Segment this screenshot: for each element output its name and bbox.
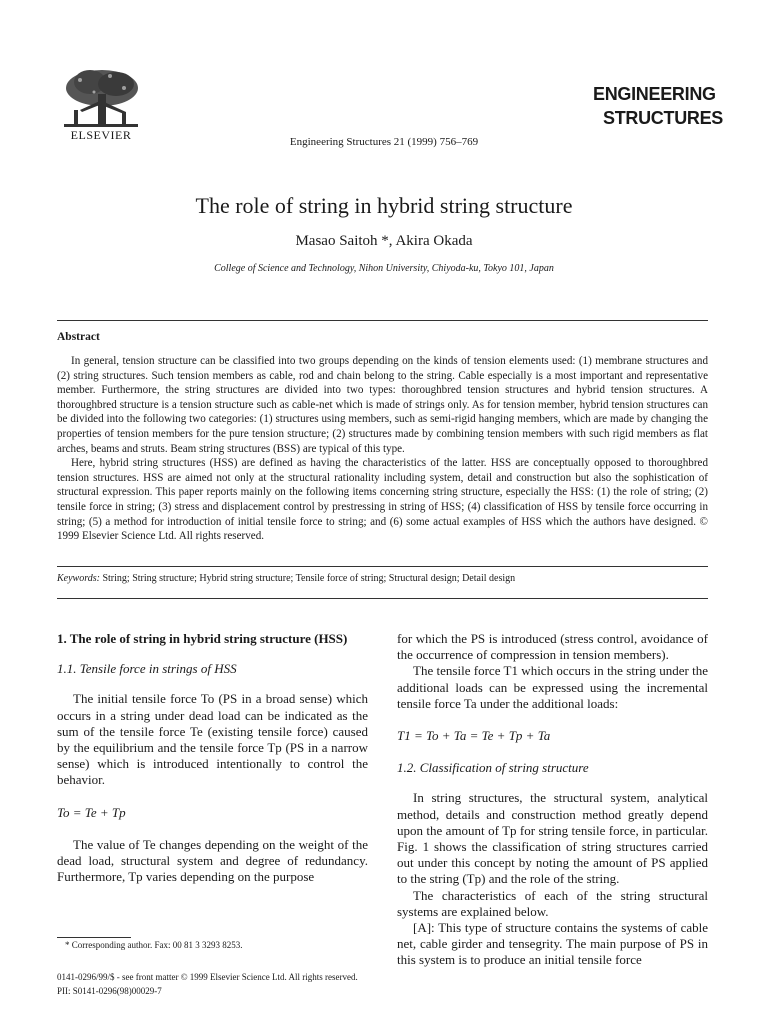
corresponding-author-footnote: * Corresponding author. Fax: 00 81 3 3293 8253. <box>65 940 243 950</box>
right-paragraph-3: In string structures, the structural system, analytical method, details and construction method greatly depend upon the amount of Tp for string tensile force, in particular. Fig. 1 shows the classification of string structures carried out under this concept by noting the amount of PS applied to the string (Tp) and the role of the string. <box>397 790 708 887</box>
author-affiliation: College of Science and Technology, Nihon University, Chiyoda-ku, Tokyo 101, Japan <box>214 263 554 274</box>
section-1-2-heading: 1.2. Classification of string structure <box>397 760 589 776</box>
keywords-label: Keywords: <box>57 573 100 584</box>
article-authors: Masao Saitoh *, Akira Okada <box>295 233 473 249</box>
abstract-body <box>57 354 708 544</box>
publisher-logo <box>56 66 146 143</box>
keywords-list: String; String structure; Hybrid string structure; Tensile force of string; Structural design; Detail design <box>102 573 516 584</box>
keywords-bottom-rule <box>57 598 708 599</box>
right-paragraph-5: [A]: This type of structure contains the systems of cable net, cable girder and tensegrity. The main purpose of PS in this system is to produce an initial tensile force <box>397 920 708 968</box>
right-paragraph-2: The tensile force T1 which occurs in the string under the additional loads can be expressed using the incremental tensile force Ta under the additional loads: <box>397 663 708 711</box>
keywords <box>57 573 708 584</box>
article-title: The role of string in hybrid string structure <box>195 193 573 218</box>
publisher-name: ELSEVIER <box>70 128 132 142</box>
right-paragraph-1: for which the PS is introduced (stress control, avoidance of the occurrence of compression in tension members). <box>397 631 708 663</box>
issn-line: 0141-0296/99/$ - see front matter © 1999 Elsevier Science Ltd. All rights reserved. <box>57 972 358 982</box>
abstract-paragraph-2: Here, hybrid string structures (HSS) are defined as having the characteristics of the latter. HSS are conceptually opposed to thoroughbred tension structures. HSS are aimed not only at the structural rationality including system, detail and construction but also the sophistication of structural expression. This paper reports mainly on the following items concerning string structure, especially the HSS: (1) the role of string; (2) tensile force in string; (3) stress and displacement control by prestressing in string of HSS; (4) classification of HSS by tensile force occurring in string; (5) a method for introduction of initial tensile force to string; and (6) some actual examples of HSS which the authors have designed. © 1999 Elsevier Science Ltd. All rights reserved. <box>57 457 708 543</box>
pii-line: PII: S0141-0296(98)00029-7 <box>57 986 162 996</box>
equation-1: To = Te + Tp <box>57 804 126 820</box>
left-paragraph-2: The value of Te changes depending on the weight of the dead load, structural system and degree of redundancy. Furthermore, Tp varies depending on the purpose <box>57 836 368 885</box>
right-paragraph-4: The characteristics of each of the string structural systems are explained below. <box>397 887 708 919</box>
elsevier-tree-icon <box>60 66 142 130</box>
abstract-paragraph-1: In general, tension structure can be classified into two groups depending on the kinds of tension elements used: (1) membrane structures and (2) string structures. Such tension members as cable, rod and chain belong to the string. Cable especially is a most important and representative member. Furthermore, the string structures are divided into two types: thoroughbred tension structures and hybrid tension structures. A thoroughbred structure is a tension structure such as cable-net which is made of strings only. As for tension member, hybrid tension structures can be divided into the following two categories: (1) structures using members, such as semi-rigid hanging members, which are made by changing the properties of tension members for the pure tension structure; (2) structures made by combining tension members with such rigid members as flat arches, beams and struts. Beam string structures (BSS) are typical of this type. <box>57 355 708 455</box>
left-paragraph-1: The initial tensile force To (PS in a broad sense) which occurs in a string under dead load can be indicated as the sum of the tensile force Te (existing tensile force) caused by the equilibrium and the tensile force Tp (PS in a narrow sense) which is introduced intentionally to control the behavior. <box>57 691 368 788</box>
footnote-rule <box>57 937 131 938</box>
section-1-1-heading: 1.1. Tensile force in strings of HSS <box>57 661 237 677</box>
journal-logo-line1: ENGINEERING <box>593 84 716 104</box>
abstract-heading: Abstract <box>57 331 100 343</box>
right-column <box>397 631 708 969</box>
abstract-bottom-rule <box>57 566 708 567</box>
left-column <box>57 631 368 885</box>
journal-logo-line2: STRUCTURES <box>603 108 724 128</box>
journal-logo <box>593 82 723 130</box>
section-1-heading: 1. The role of string in hybrid string structure (HSS) <box>57 631 348 646</box>
equation-2: T1 = To + Ta = Te + Tp + Ta <box>397 728 551 744</box>
journal-citation: Engineering Structures 21 (1999) 756–769 <box>289 136 479 148</box>
abstract-top-rule <box>57 320 708 321</box>
